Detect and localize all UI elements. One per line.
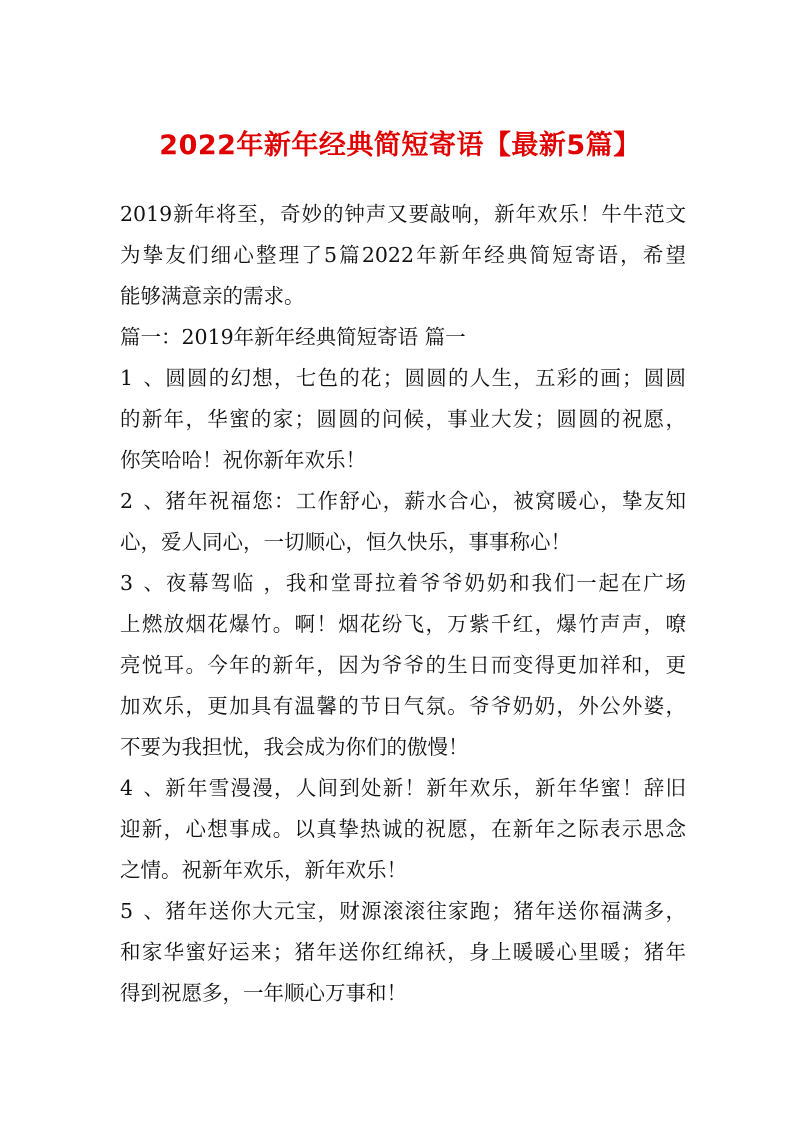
item-line: 和家华蜜好运来；猪年送你红绵袄，身上暖暖心里暖；猪年 <box>120 940 686 964</box>
item-line: 之情。祝新年欢乐，新年欢乐！ <box>120 858 407 882</box>
item-number: 3、 <box>120 571 164 595</box>
item-line: 你笑哈哈！祝你新年欢乐！ <box>120 448 366 472</box>
item-line: 得到祝愿多，一年顺心万事和！ <box>120 981 407 1005</box>
list-item <box>120 563 686 768</box>
item-number: 1、 <box>120 366 164 390</box>
intro-line: 2019新年将至，奇妙的钟声又要敲响，新年欢乐！牛牛范文 <box>120 202 686 226</box>
section-heading-text: 篇一：2019年新年经典简短寄语 篇一 <box>120 325 466 349</box>
section-heading <box>120 317 686 358</box>
item-line: 的新年，华蜜的家；圆圆的问候，事业大发；圆圆的祝愿， <box>120 407 686 431</box>
intro-line: 能够满意亲的需求。 <box>120 284 305 308</box>
item-line: 夜幕驾临 ，我和堂哥拉着爷爷奶奶和我们一起在广场 <box>164 571 686 595</box>
document-title: 2022年新年经典简短寄语【最新5篇】 <box>159 130 641 161</box>
intro-line: 为挚友们细心整理了5篇2022年新年经典简短寄语，希望 <box>120 243 686 267</box>
item-line: 猪年送你大元宝，财源滚滚往家跑；猪年送你福满多， <box>164 899 686 923</box>
item-line: 不要为我担忧，我会成为你们的傲慢！ <box>120 735 469 759</box>
item-line: 猪年祝福您：工作舒心，薪水合心，被窝暖心，挚友知 <box>164 489 686 513</box>
item-number: 4、 <box>120 776 164 800</box>
item-line: 亮悦耳。今年的新年，因为爷爷的生日而变得更加祥和，更 <box>120 653 686 677</box>
item-line: 迎新，心想事成。以真挚热诚的祝愿，在新年之际表示思念 <box>120 817 686 841</box>
document-body <box>120 194 686 1014</box>
item-line: 上燃放烟花爆竹。啊！烟花纷飞，万紫千红，爆竹声声，嘹 <box>120 612 686 636</box>
list-item <box>120 358 686 481</box>
item-line: 圆圆的幻想，七色的花；圆圆的人生，五彩的画；圆圆 <box>164 366 686 390</box>
list-item <box>120 891 686 1014</box>
list-item <box>120 768 686 891</box>
item-line: 心，爱人同心，一切顺心，恒久快乐，事事称心！ <box>120 530 571 554</box>
item-line: 新年雪漫漫，人间到处新！新年欢乐，新年华蜜！辞旧 <box>164 776 686 800</box>
list-item <box>120 481 686 563</box>
intro-paragraph <box>120 194 686 317</box>
item-number: 2、 <box>120 489 164 513</box>
item-line: 加欢乐，更加具有温馨的节日气氛。爷爷奶奶，外公外婆， <box>120 694 686 718</box>
item-number: 5、 <box>120 899 164 923</box>
